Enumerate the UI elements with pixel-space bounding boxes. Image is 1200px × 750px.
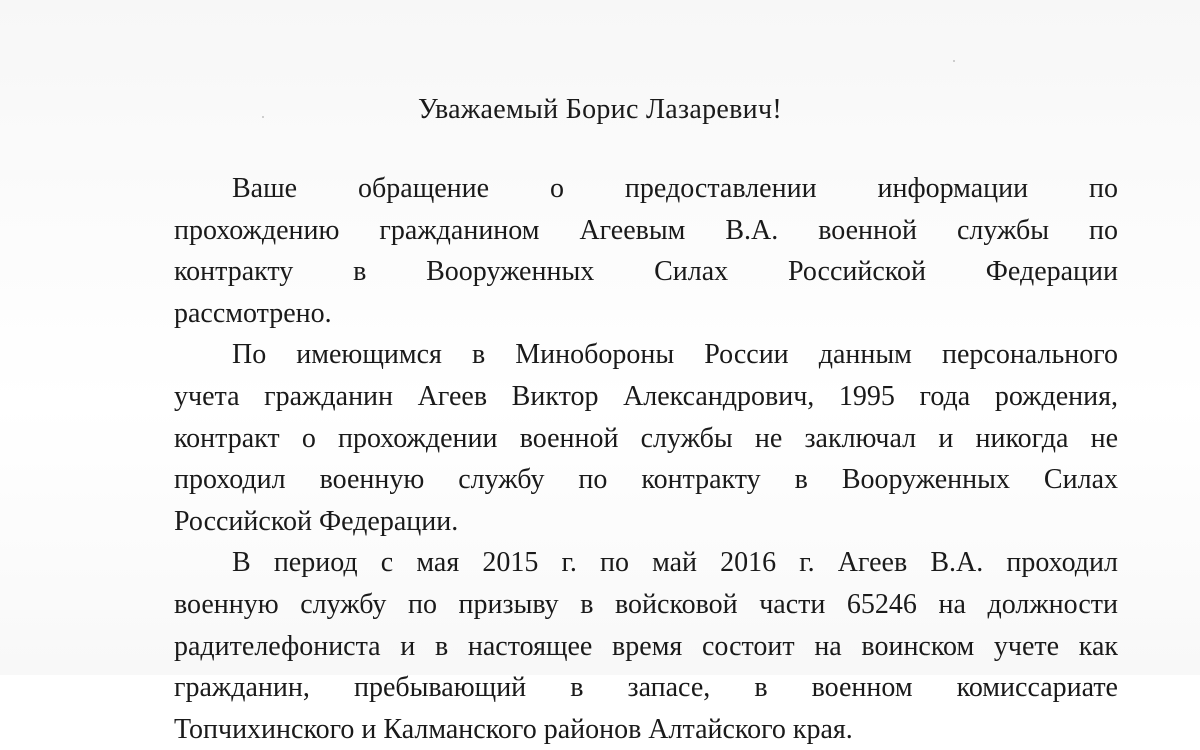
- paragraph-3-line-3: радителефониста и в настоящее время состоит на воинском учете как: [174, 630, 1118, 662]
- paragraph-3-line-1: В период с мая 2015 г. по май 2016 г. Агеев В.А. проходил: [232, 547, 1118, 579]
- paragraph-1-line-1: Ваше обращение о предоставлении информации по: [232, 173, 1118, 204]
- paragraph-2-line-2: учета гражданин Агеев Виктор Александрович, 1995 года рождения,: [174, 380, 1118, 412]
- paragraph-2-line-5: Российской Федерации.: [174, 505, 459, 537]
- paragraph-1-line-3: контракту в Вооруженных Силах Российской Федерации: [174, 256, 1118, 288]
- paragraph-3-line-4: гражданин, пребывающий в запасе, в военном комиссариате: [174, 672, 1118, 704]
- letter-body: [174, 168, 1118, 750]
- paragraph-1-line-4: рассмотрено.: [174, 297, 332, 329]
- scan-speck: [953, 60, 955, 62]
- letter-salutation: Уважаемый Борис Лазаревич!: [418, 94, 782, 125]
- paragraph-3-line-5: Топчихинского и Калманского районов Алтайского края.: [174, 713, 853, 745]
- paragraph-1-line-2: прохождению гражданином Агеевым В.А. военной службы по: [174, 214, 1118, 246]
- paragraph-3-line-2: военную службу по призыву в войсковой части 65246 на должности: [174, 588, 1118, 620]
- paragraph-2-line-1: По имеющимся в Минобороны России данным персонального: [232, 339, 1118, 371]
- paragraph-2-line-3: контракт о прохождении военной службы не заключал и никогда не: [174, 422, 1118, 454]
- paragraph-2-line-4: проходил военную службу по контракту в Вооруженных Силах: [174, 464, 1118, 496]
